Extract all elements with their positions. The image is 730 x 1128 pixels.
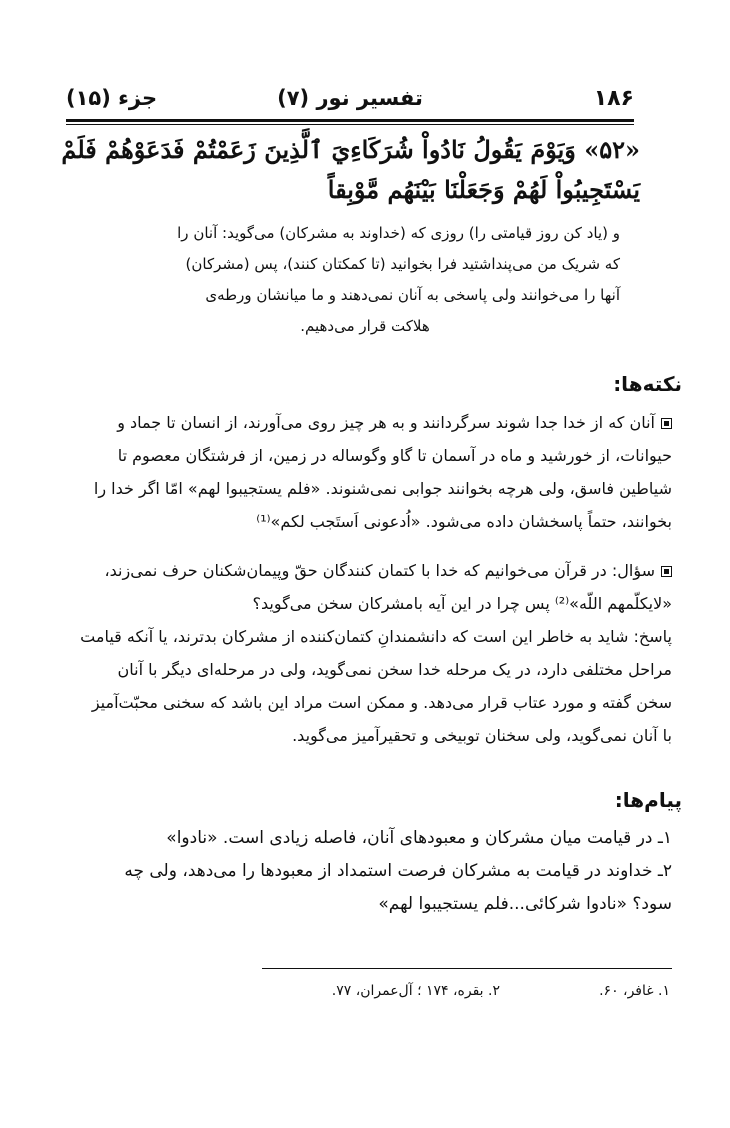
- answer-block: [60, 620, 672, 752]
- part-label: جزء (۱۵): [66, 86, 158, 110]
- square-bullet-icon: [661, 566, 672, 577]
- footnote-rule: [262, 968, 672, 969]
- note-line: آنان که از خدا جدا شوند سرگردانند و به هر چیز روی می‌آورند، از انسان تا جماد و: [117, 413, 655, 432]
- verse-line-1: «۵۲» وَيَوْمَ يَقُولُ نَادُواْ شُرَكَاءِيَ ٱلَّذِينَ زَعَمْتُمْ فَدَعَوْهُمْ فَلَمْ: [61, 135, 640, 164]
- book-title: تفسیر نور (۷): [277, 86, 423, 110]
- translation-line: و (یاد کن روز قیامتی را) روزی که (خداوند به مشرکان) می‌گوید: آنان را: [177, 224, 620, 242]
- question-line: «لایکلّمهم اللّه»⁽²⁾ پس چرا در این آیه بامشرکان سخن می‌گوید؟: [252, 594, 672, 613]
- footnote-2: ۲. بقره، ۱۷۴ ؛ آل‌عمران، ۷۷.: [331, 983, 500, 999]
- note-point-1: [60, 406, 672, 538]
- question-block: [60, 554, 672, 620]
- verse-translation: [110, 218, 620, 342]
- verse-line-2: يَسْتَجِيبُواْ لَهُمْ وَجَعَلْنَا بَيْنَهُم مَّوْبِقاً: [327, 175, 640, 204]
- note-line: حیوانات، از خورشید و ماه در آسمان تا گاو وگوساله در زمین، از فرشتگان معصوم تا: [117, 446, 672, 465]
- answer-line: با آنان نمی‌گوید، ولی سخنان توبیخی و تحقیرآمیز می‌گوید.: [292, 726, 672, 745]
- message-line: سود؟ «نادوا شرکائی...فلم یستجیبوا لهم»: [378, 894, 672, 914]
- question-line: سؤال: در قرآن می‌خوانیم که خدا با کتمان کنندگان حقّ وپیمان‌شکنان حرف نمی‌زند،: [104, 561, 655, 580]
- message-line: ۱ـ در قیامت میان مشرکان و معبودهای آنان، فاصله زیادی است. «نادوا»: [166, 828, 672, 848]
- page-number: ۱۸۶: [593, 86, 634, 111]
- notes-heading: نکته‌ها:: [613, 372, 682, 396]
- translation-line: که شریک من می‌پنداشتید فرا بخوانید (تا کمکتان کنند)، پس (مشرکان): [185, 255, 620, 273]
- footnotes: [110, 983, 670, 1009]
- messages-list: [60, 822, 672, 921]
- square-bullet-icon: [661, 418, 672, 429]
- messages-heading: پیام‌ها:: [614, 788, 682, 812]
- answer-line: سخن گفته و مورد عتاب قرار می‌دهد. و ممکن است مراد این باشد که سخنی محبّت‌آمیز: [91, 693, 672, 712]
- translation-line: آنها را می‌خوانند ولی پاسخی به آنان نمی‌دهند و ما میانشان ورطه‌ی: [205, 286, 620, 304]
- header-rule-thick: [66, 119, 634, 122]
- page-header: [66, 86, 634, 116]
- note-line: شیاطین فاسق، ولی هرچه بخوانند جوابی نمی‌شنوند. «فلم یستجیبوا لهم» امّا اگر خدا را: [93, 479, 672, 498]
- message-line: ۲ـ خداوند در قیامت به مشرکان فرصت استمداد از معبودها را می‌دهد، ولی چه: [124, 861, 672, 881]
- translation-line: هلاکت قرار می‌دهیم.: [300, 317, 430, 335]
- quran-verse: [61, 130, 640, 210]
- footnote-1: ۱. غافر، ۶۰.: [599, 983, 670, 999]
- header-rule-thin: [66, 124, 634, 125]
- answer-line: مراحل مختلفی دارد، در یک مرحله خدا سخن نمی‌گوید، ولی در مرحله‌ای دیگر با آنان: [117, 660, 672, 679]
- note-line: بخوانند، حتماً پاسخشان داده می‌شود. «اُدعونی اَستَجب لکم»⁽¹⁾: [256, 512, 672, 531]
- answer-line: پاسخ: شاید به خاطر این است که دانشمندانِ کتمان‌کننده از مشرکان بدترند، یا آنکه قیامت: [80, 627, 672, 646]
